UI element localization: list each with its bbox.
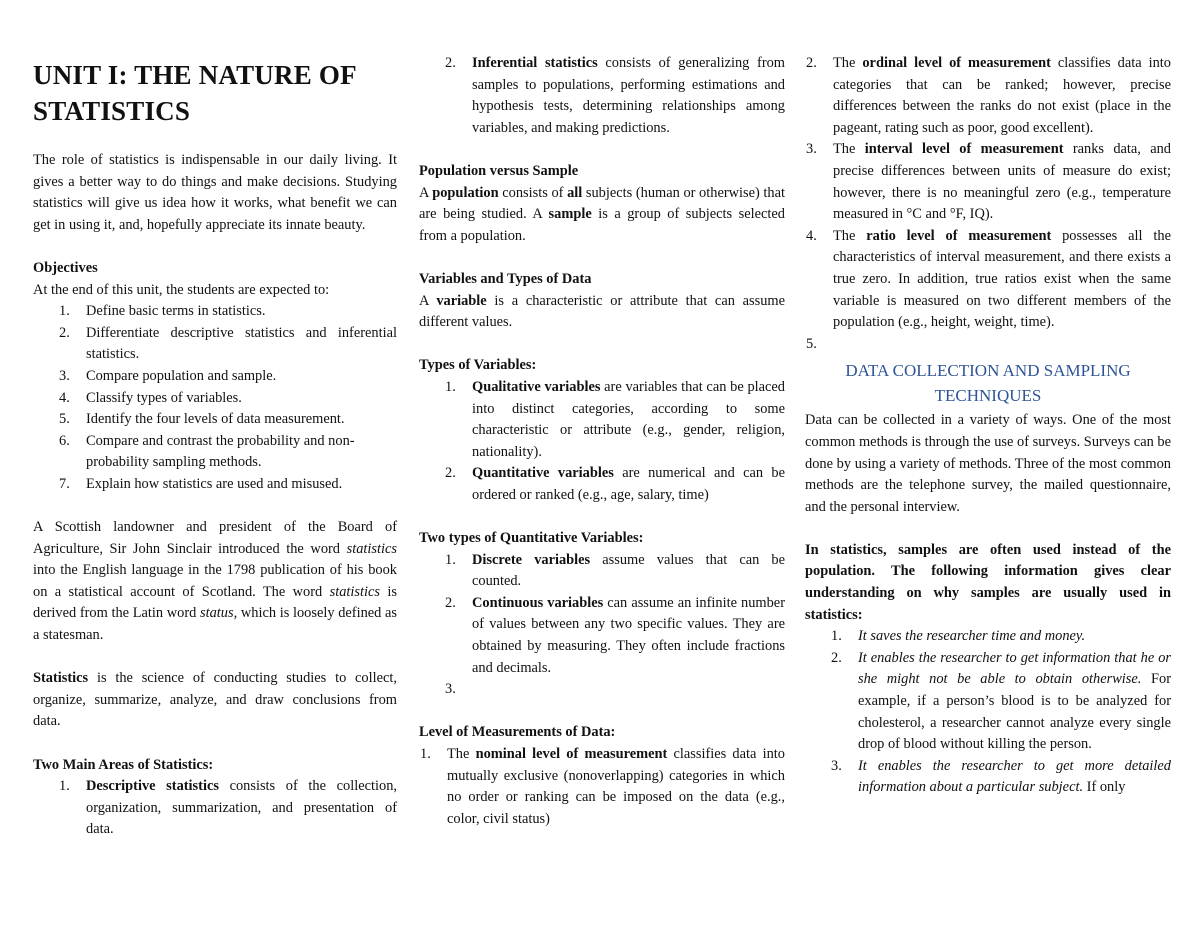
population-paragraph: A population consists of all subjects (human or otherwise) that are being studied. A sample is a group of subjects selected from a population.: [419, 184, 786, 244]
column-3: [805, 0, 1171, 799]
levels-list: [419, 744, 785, 830]
list-item: 2. Inferential statistics consists of generalizing from samples to populations, performing estimations and hypothesis tests, determining relationships among variables, and making predictions.: [445, 55, 785, 136]
column-1: [33, 0, 397, 841]
types-list: [419, 377, 785, 507]
quantitative-list: [419, 550, 785, 701]
section-title: DATA COLLECTION AND SAMPLING TECHNIQUES: [845, 361, 1131, 406]
objectives-heading: Objectives: [33, 259, 98, 276]
list-item: 1. Descriptive statistics consists of the collection, organization, summarization, and presentation of data.: [59, 778, 397, 838]
list-item: 2. Quantitative variables are numerical and can be ordered or ranked (e.g., age, salary, time): [445, 465, 786, 503]
intro-paragraph: The role of statistics is indispensable in our daily living. It gives a better way to do things and make decisions. Studying statistics will give us idea how it works, what benefit we can get in using it, and, hopefully appreciate its innate beauty.: [33, 152, 397, 233]
variables-heading: Variables and Types of Data: [419, 270, 592, 287]
list-item: 3. The interval level of measurement ranks data, and precise differences between units of measure do exist; however, there is no meaningful zero (e.g., temperature measured in °C and °F, IQ).: [806, 141, 1171, 223]
sinclair-paragraph: A Scottish landowner and president of the Board of Agriculture, Sir John Sinclair introduced the word statistics into the English language in the 1798 publication of his book on a statistical account of Scotland. The word statistics is derived from the Latin word status, which is loosely defined as a statesman.: [33, 519, 398, 644]
objectives-intro: At the end of this unit, the students are expected to:: [33, 281, 330, 298]
samples-heading: In statistics, samples are often used instead of the population. The following information gives clear understanding on why samples are usually used in statistics:: [805, 541, 1171, 623]
list-item: 1. The nominal level of measurement classifies data into mutually exclusive (nonoverlapping) categories in which no order or ranking can be imposed on the data (e.g., color, civil status): [420, 746, 785, 827]
two-areas-heading: Two Main Areas of Statistics:: [33, 756, 214, 773]
list-item: 1. It saves the researcher time and money.: [831, 628, 1086, 645]
column-2: [419, 0, 785, 830]
areas-list: [33, 776, 397, 841]
list-item: 2. It enables the researcher to get information that he or she might not be able to obtain otherwise. For example, if a person’s blood is to be analyzed for cholesterol, a researcher cannot analyze every single drop of blood without killing the person.: [831, 649, 1171, 753]
collection-paragraph: Data can be collected in a variety of ways. One of the most common methods is through the use of surveys. Surveys can be done by using a variety of methods. Three of the most common methods are the telephone survey, the mailed questionnaire, and the personal interview.: [805, 412, 1171, 515]
list-item: 3.: [445, 681, 456, 698]
list-item: 6. Compare and contrast the probability and non-probability sampling methods.: [59, 432, 355, 471]
population-heading: Population versus Sample: [419, 162, 579, 179]
list-item: 1. Define basic terms in statistics.: [59, 303, 266, 320]
list-item: 5. Identify the four levels of data measurement.: [59, 411, 345, 428]
list-item: 1. Qualitative variables are variables that can be placed into distinct categories, according to some characteristic or attribute (e.g., gender, religion, nationality).: [445, 378, 785, 460]
areas-list-continued: [419, 53, 785, 139]
list-item: 2. Differentiate descriptive statistics and inferential statistics.: [59, 324, 397, 363]
list-item: 4. The ratio level of measurement possesses all the characteristics of interval measurement, and there exists a true zero. In addition, true ratios exist when the same variable is measured on two different members of the population (e.g., height, weight, time).: [806, 227, 1171, 331]
statistics-definition: Statistics is the science of conducting studies to collect, organize, summarize, analyze, and draw conclusions from data.: [33, 670, 397, 730]
list-item: 4. Classify types of variables.: [59, 389, 242, 406]
objectives-list: [33, 301, 397, 495]
page-title: [33, 57, 397, 129]
title-line-2: STATISTICS: [33, 96, 191, 126]
list-item: 3. It enables the researcher to get more detailed information about a particular subject. If only: [831, 757, 1171, 796]
types-heading: Types of Variables:: [419, 357, 537, 374]
reasons-list: [805, 626, 1171, 799]
levels-list-continued: [805, 53, 1171, 355]
quantitative-heading: Two types of Quantitative Variables:: [419, 530, 644, 547]
variable-definition: A variable is a characteristic or attribute that can assume different values.: [419, 292, 785, 331]
title-line-1: UNIT I: THE NATURE OF: [33, 60, 357, 90]
list-item: 7. Explain how statistics are used and misused.: [59, 475, 343, 492]
levels-heading: Level of Measurements of Data:: [419, 724, 616, 741]
list-item: 2. Continuous variables can assume an infinite number of values between any two specific values. They are obtained by measuring. They often include fractions and decimals.: [445, 594, 785, 676]
list-item: 2. The ordinal level of measurement classifies data into categories that can be ranked; however, precise differences between the ranks do not exist (place in the pageant, rating such as poor, good excellent).: [806, 55, 1171, 136]
list-item: 1. Discrete variables assume values that can be counted.: [445, 551, 785, 590]
list-item: 3. Compare population and sample.: [59, 367, 277, 384]
list-item: 5.: [806, 335, 817, 352]
